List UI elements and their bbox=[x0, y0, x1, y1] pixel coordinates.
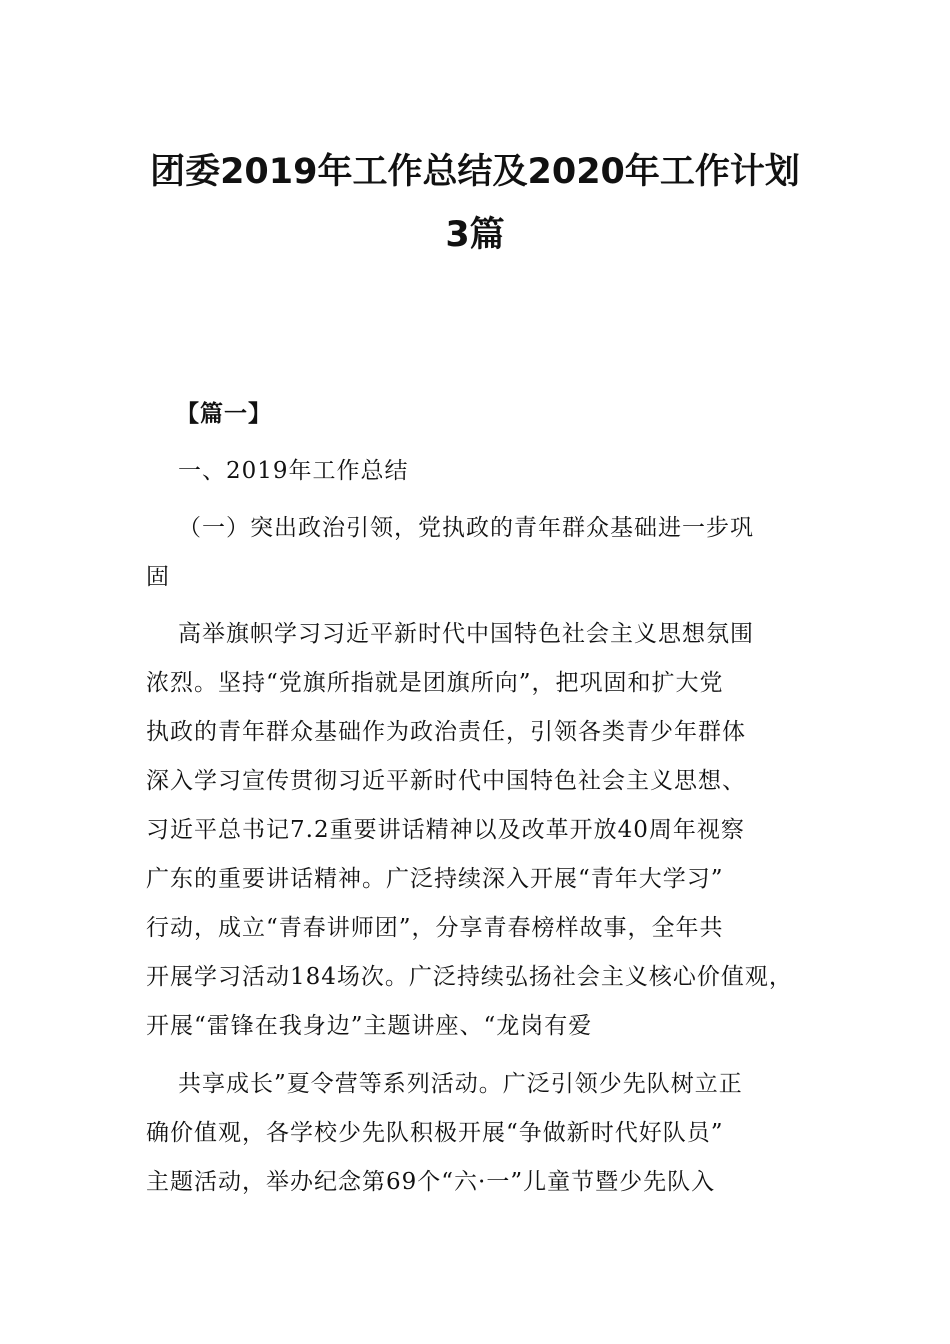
body-line: 习近平总书记7.2重要讲话精神以及改革开放40周年视察 bbox=[146, 817, 745, 843]
body-line: 确价值观，各学校少先队积极开展“争做新时代好队员” bbox=[146, 1120, 724, 1146]
body-line: 开展学习活动184场次。广泛持续弘扬社会主义核心价值观， bbox=[146, 964, 793, 990]
body-line: 行动，成立“青春讲师团”，分享青春榜样故事，全年共 bbox=[146, 915, 724, 941]
body-line: 深入学习宣传贯彻习近平新时代中国特色社会主义思想、 bbox=[146, 768, 746, 794]
subheading-1-line-1: （一）突出政治引领，党执政的青年群众基础进一步巩 bbox=[178, 515, 754, 541]
body-line: 高举旗帜学习习近平新时代中国特色社会主义思想氛围 bbox=[178, 621, 754, 647]
body-line: 主题活动，举办纪念第69个“六·一”儿童节暨少先队入 bbox=[146, 1169, 716, 1195]
document-title-line-2: 3篇 bbox=[445, 215, 505, 255]
body-line: 共享成长”夏令营等系列活动。广泛引领少先队树立正 bbox=[178, 1071, 743, 1097]
document-title-line-1: 团委2019年工作总结及2020年工作计划 bbox=[150, 152, 800, 192]
body-line: 开展“雷锋在我身边”主题讲座、“龙岗有爱 bbox=[146, 1013, 593, 1039]
body-line: 执政的青年群众基础作为政治责任，引领各类青少年群体 bbox=[146, 719, 746, 745]
body-line: 广东的重要讲话精神。广泛持续深入开展“青年大学习” bbox=[146, 866, 724, 892]
body-line: 浓烈。坚持“党旗所指就是团旗所向”，把巩固和扩大党 bbox=[146, 670, 724, 696]
section-tag: 【篇一】 bbox=[176, 400, 272, 427]
subheading-1-line-2: 固 bbox=[146, 564, 170, 590]
heading-2019-summary: 一、2019年工作总结 bbox=[178, 458, 409, 484]
